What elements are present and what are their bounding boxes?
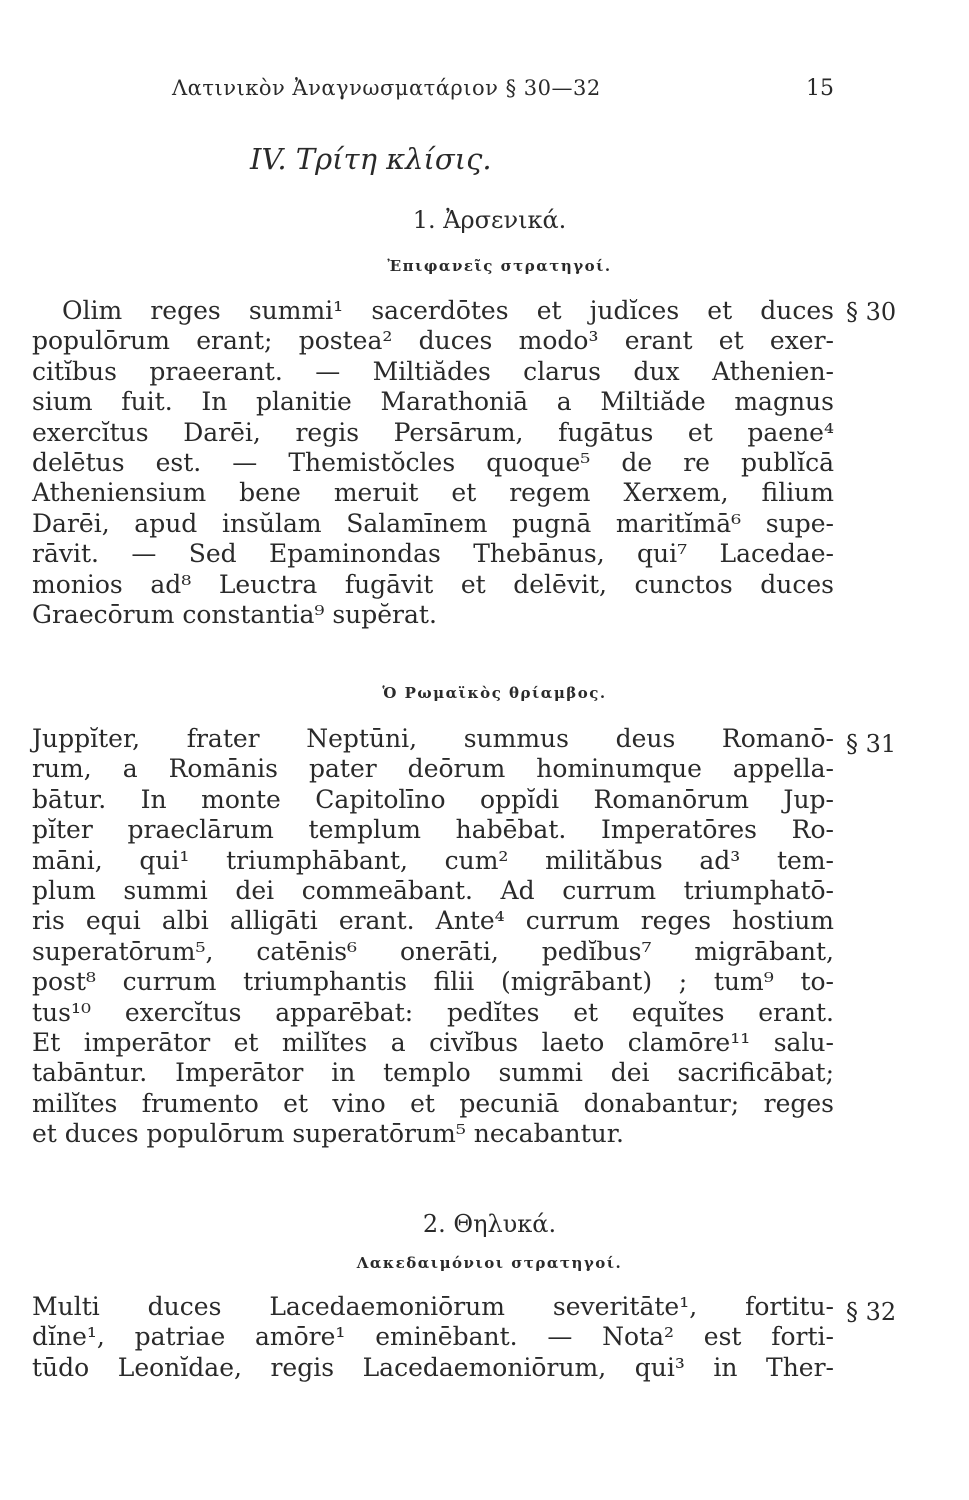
text-line: tus¹⁰ exercĭtus apparēbat: pedĭtes et equĭtes erant. [32, 997, 834, 1027]
text-line: plum summi dei commeābant. Ad currum triumphatō- [32, 875, 834, 905]
text-line: dĭne¹, patriae amōre¹ eminēbant. — Nota² est forti- [32, 1322, 834, 1352]
section-mark-31: § 31 [846, 730, 897, 758]
text-line: post⁸ currum triumphantis filii (migrābant) ; tum⁹ to- [32, 967, 834, 997]
text-line: exercĭtus Darēi, regis Persārum, fugātus et paene⁴ [32, 417, 834, 447]
text-line: Multi duces Lacedaemoniōrum severitāte¹, fortitu- [32, 1292, 834, 1321]
text-line: bātur. In monte Capitolīno oppĭdi Romanōrum Jup- [32, 784, 834, 814]
paragraph-30 [32, 296, 834, 630]
section-title-feminine: 2. Θηλυκά. [422, 1210, 557, 1238]
page-number: 15 [806, 76, 834, 101]
text-line: rum, a Romānis pater deōrum hominumque appella- [32, 754, 834, 784]
text-line: Olim reges summi¹ sacerdōtes et judĭces et duces [62, 296, 834, 325]
text-line: tūdo Leonĭdae, regis Lacedaemoniōrum, qui³ in Ther- [32, 1352, 834, 1382]
text-line: monios ad⁸ Leuctra fugāvit et delēvit, cunctos duces [32, 569, 834, 599]
text-line: Atheniensium bene meruit et regem Xerxem, filium [32, 478, 834, 508]
subheading-roman-triumph: Ὁ Ρωμαϊκὸς θρίαμβος. [382, 684, 607, 702]
text-line: ris equi albi alligāti erant. Ante⁴ currum reges hostium [32, 906, 834, 936]
text-line: tabāntur. Imperātor in templo summi dei sacrificābat; [32, 1058, 834, 1088]
text-line: Graecōrum constantia⁹ supĕrat. [32, 599, 437, 629]
chapter-title: IV. Τρίτη κλίσις. [250, 142, 492, 176]
text-line: milĭtes frumento et vino et pecuniā donabantur; reges [32, 1088, 834, 1118]
subheading-spartan-generals: Λακεδαιμόνιοι στρατηγοί. [356, 1254, 623, 1272]
text-line: māni, qui¹ triumphābant, cum² milităbus ad³ tem- [32, 845, 834, 875]
text-line: superatōrum⁵, catēnis⁶ onerāti, pedĭbus⁷ migrābant, [32, 936, 834, 966]
text-line: Darēi, apud insŭlam Salamīnem pugnā maritĭmā⁶ supe- [32, 508, 834, 538]
subheading-famous-generals: Ἐπιφανεῖς στρατηγοί. [387, 257, 612, 275]
text-line: rāvit. — Sed Epaminondas Thebānus, qui⁷ Lacedae- [32, 539, 834, 569]
paragraph-31 [32, 724, 834, 1149]
text-line: pĭter praeclārum templum habēbat. Imperatōres Ro- [32, 815, 834, 845]
text-line: citĭbus praeerant. — Miltiădes clarus dux Athenien- [32, 356, 834, 386]
text-line: delētus est. — Themistŏcles quoque⁵ de re publĭcā [32, 447, 834, 477]
paragraph-32 [32, 1292, 834, 1383]
section-title-masculine: 1. Ἀρσενικά. [412, 206, 567, 234]
text-line: populōrum erant; postea² duces modo³ erant et exer- [32, 326, 834, 356]
running-title: Λατινικὸν Ἀναγνωσματάριον § 30—32 [172, 76, 601, 100]
section-mark-32: § 32 [846, 1298, 897, 1326]
section-mark-30: § 30 [846, 298, 897, 326]
text-line: sium fuit. In planitie Marathoniā a Miltiăde magnus [32, 387, 834, 417]
text-line: et duces populōrum superatōrum⁵ necabantur. [32, 1119, 624, 1149]
text-line: Et imperātor et milĭtes a civĭbus laeto clamōre¹¹ salu- [32, 1027, 834, 1057]
text-line: Juppĭter, frater Neptūni, summus deus Romanō- [32, 724, 834, 753]
